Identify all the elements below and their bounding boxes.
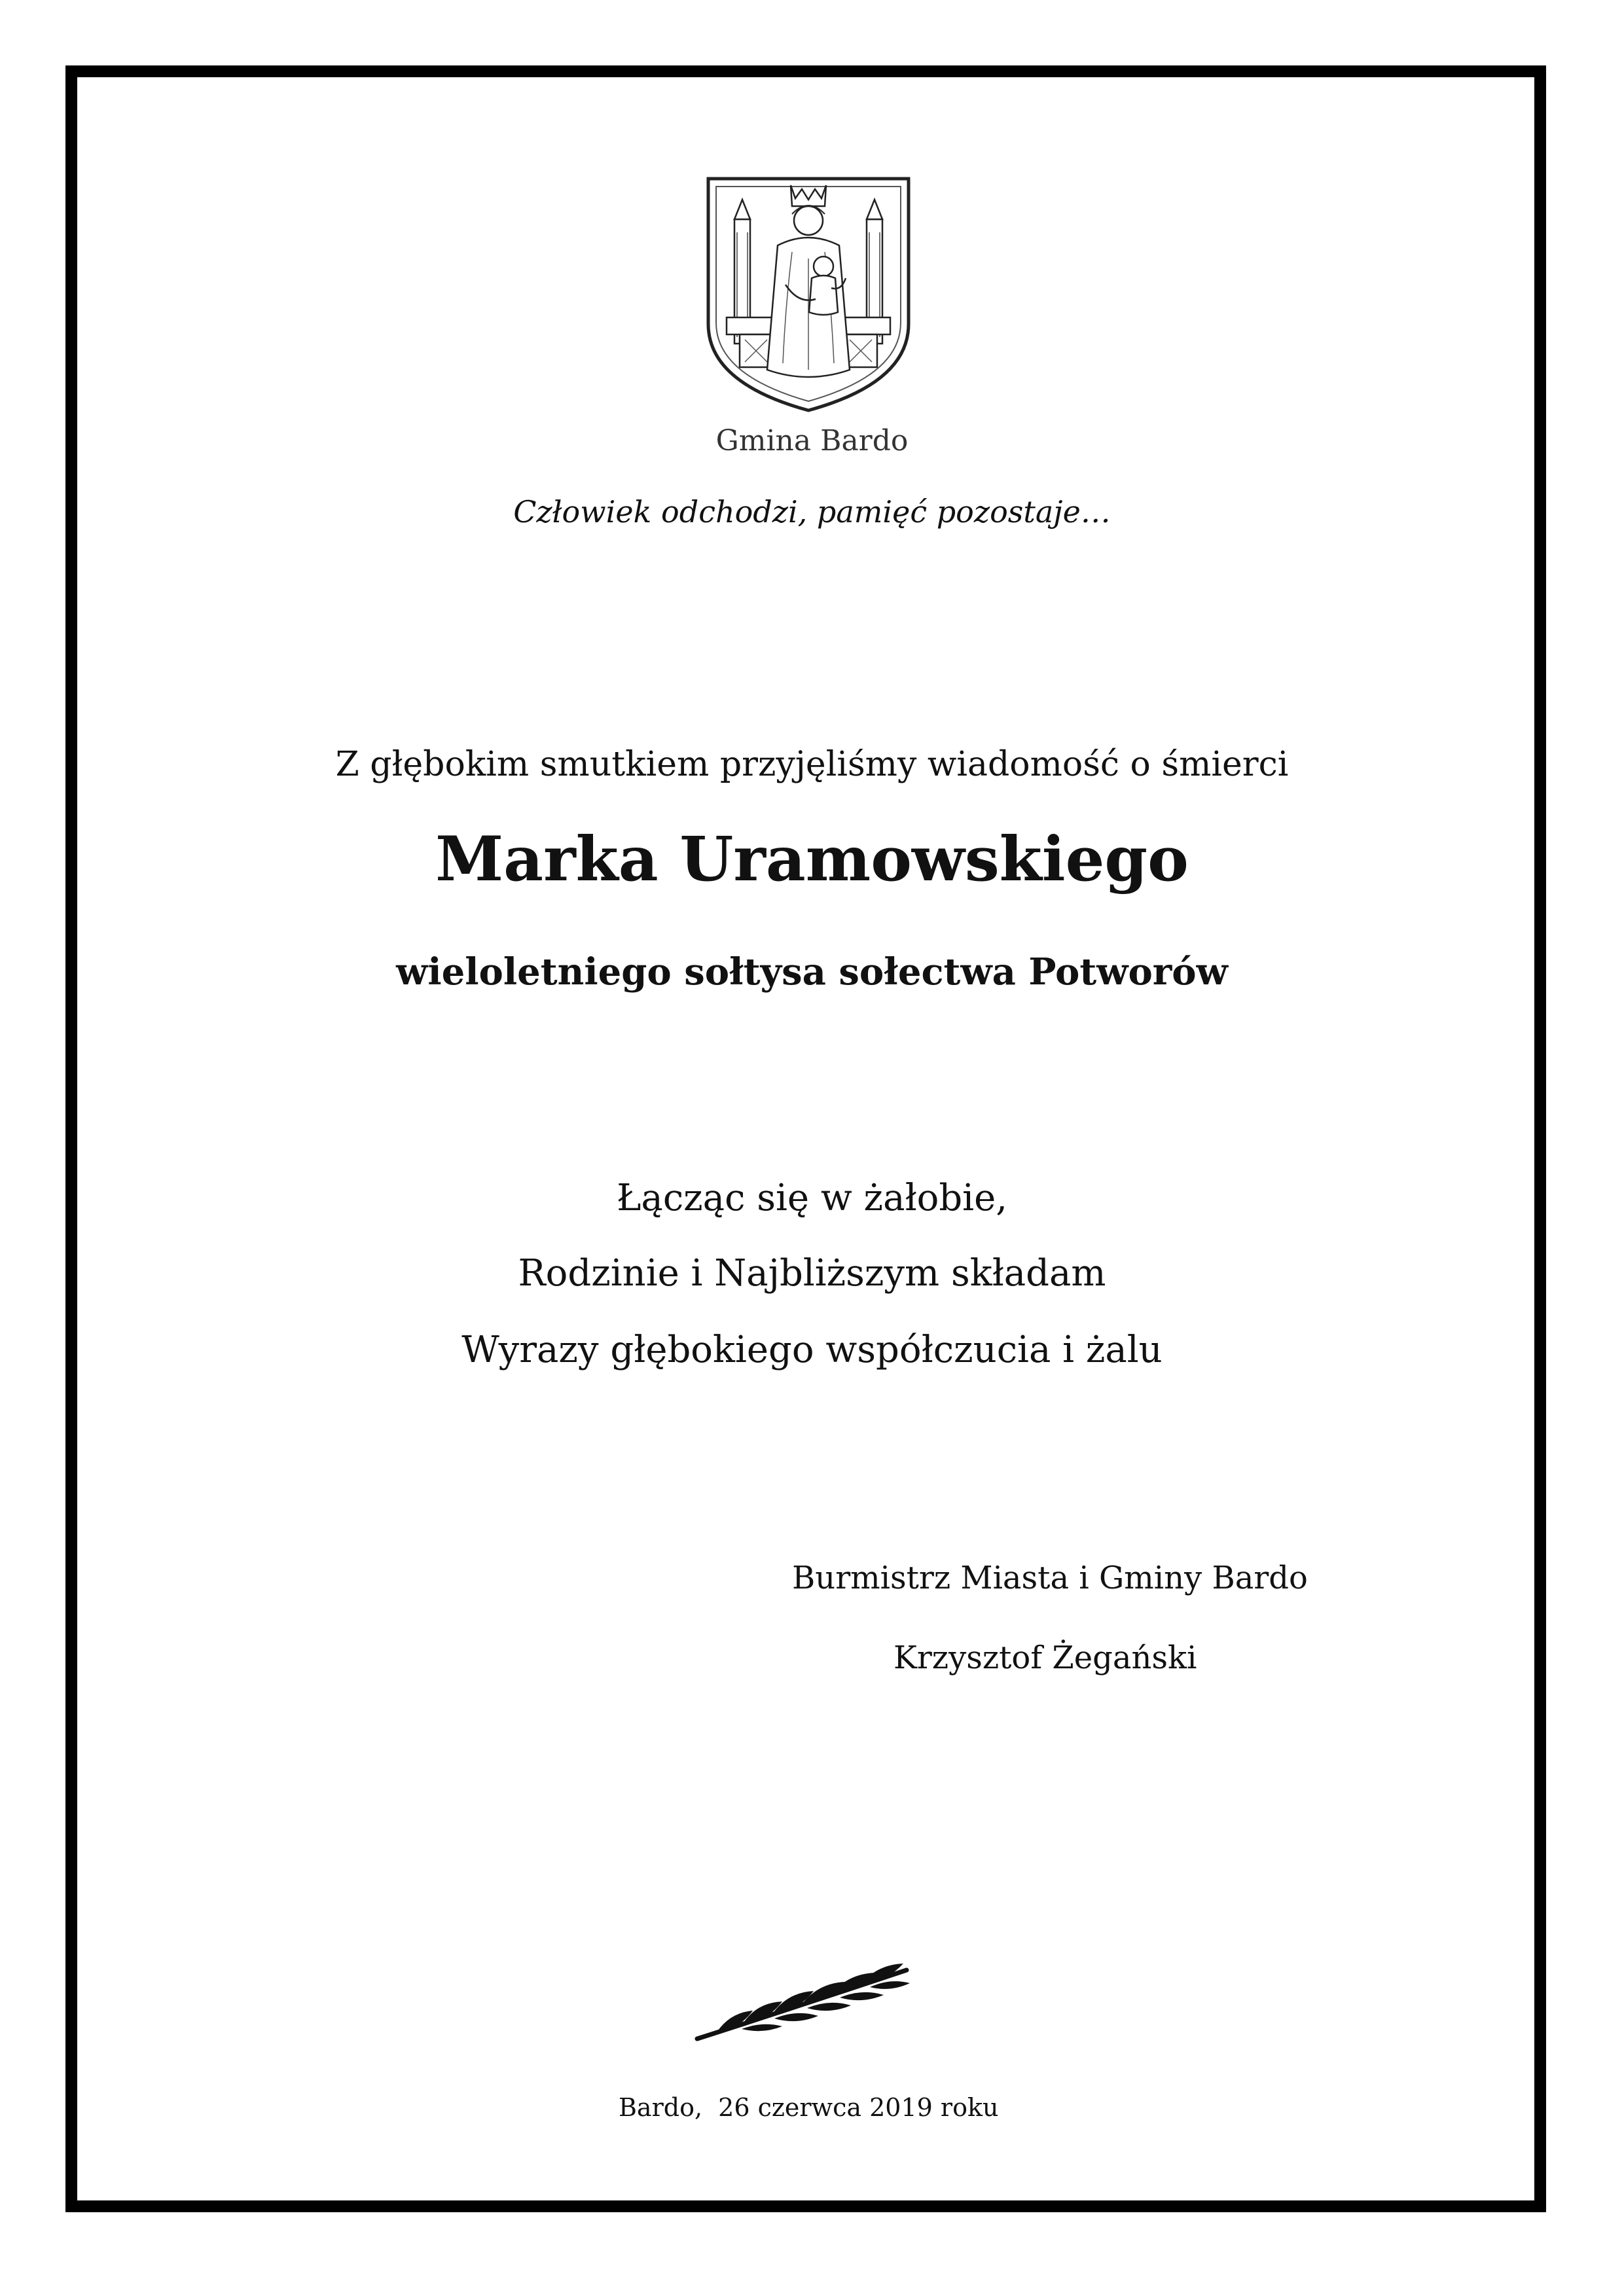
announcement-intro: Z głębokim smutkiem przyjęliśmy wiadomość o śmierci	[335, 745, 1289, 784]
deceased-name: Marka Uramowskiego	[435, 823, 1189, 895]
coat-of-arms-icon	[700, 173, 916, 416]
motto: Człowiek odchodzi, pamięć pozostaje…	[513, 494, 1111, 529]
condolence-line: Wyrazy głębokiego współczucia i żalu	[461, 1329, 1163, 1371]
signatory-title: Burmistrz Miasta i Gminy Bardo	[792, 1560, 1308, 1596]
place-and-date: Bardo, 26 czerwca 2019 roku	[619, 2093, 999, 2122]
condolence-line: Łącząc się w żałobie,	[616, 1177, 1008, 1219]
laurel-sprig-icon	[691, 1950, 913, 2049]
deceased-role: wieloletniego sołtysa sołectwa Potworów	[396, 950, 1228, 994]
condolence-line: Rodzinie i Najbliższym składam	[518, 1252, 1106, 1295]
emblem-label: Gmina Bardo	[715, 424, 909, 457]
signatory-name: Krzysztof Żegański	[893, 1640, 1197, 1676]
